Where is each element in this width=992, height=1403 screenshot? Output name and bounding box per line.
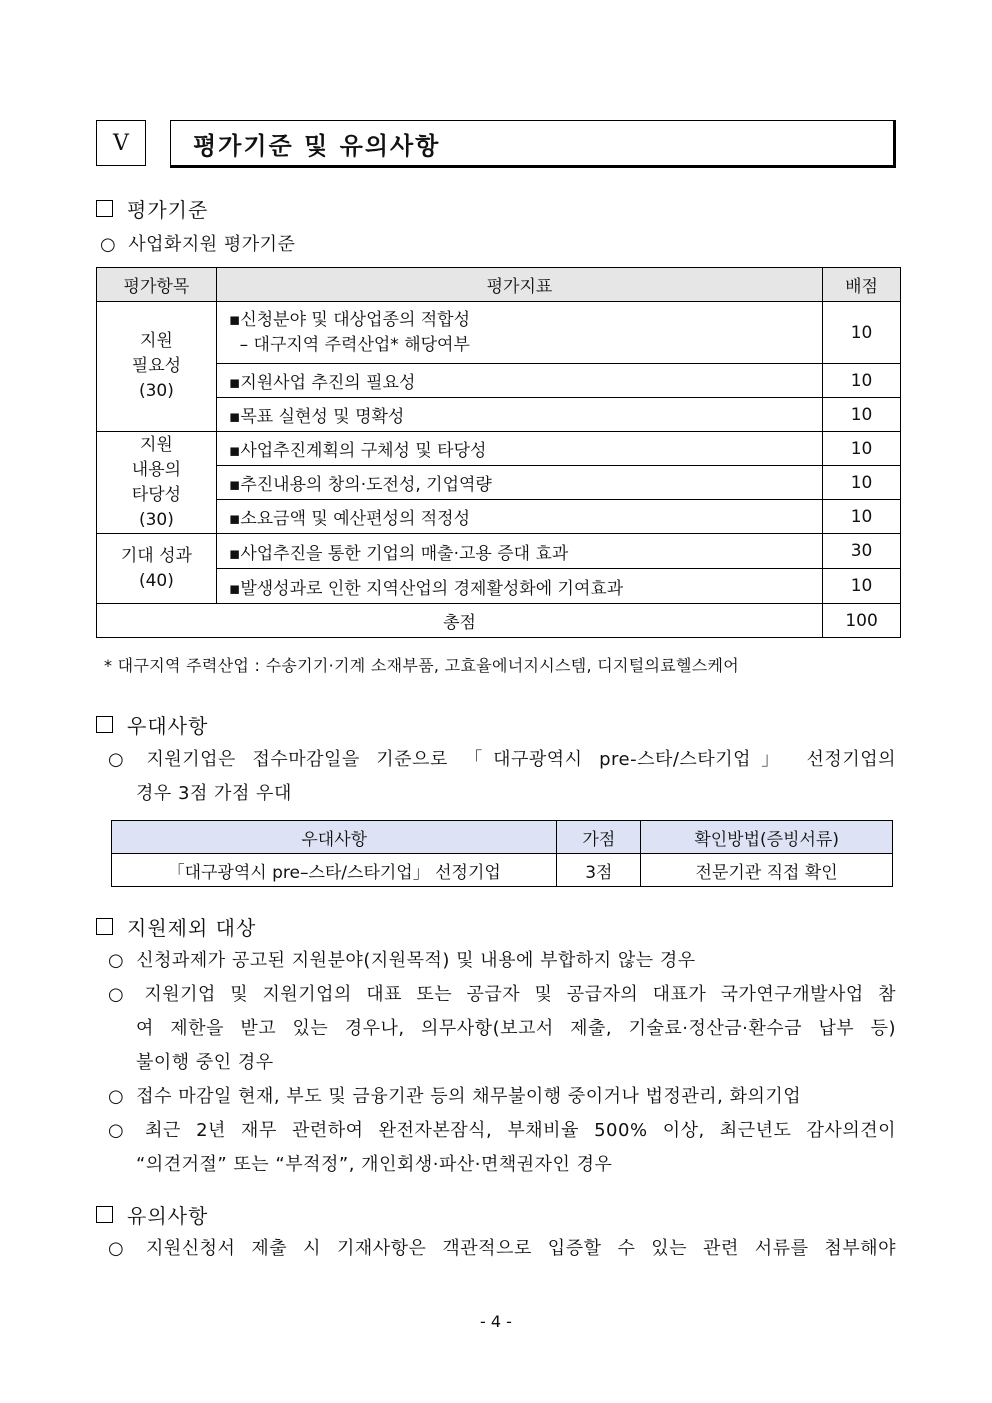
circle-bullet-icon: ○ — [108, 984, 133, 1005]
page-number: - 4 - — [480, 1312, 512, 1331]
eval-indicator: ▪사업추진을 통한 기업의 매출·고용 증대 효과 — [216, 534, 822, 569]
table-row — [97, 302, 901, 364]
circle-bullet-icon: ○ — [108, 1086, 125, 1107]
evaluation-table — [96, 267, 901, 638]
eval-indicator: ▪사업추진계획의 구체성 및 타당성 — [216, 432, 822, 466]
exclusion-list — [108, 944, 896, 1182]
list-item: ○ 지원기업 및 지원기업의 대표 또는 공급자 및 공급자의 대표가 국가연구개발사업 참 여 제한을 받고 있는 경우나, 의무사항(보고서 제출, 기술료·정산금·환수금 납부 등) 불이행 중인 경우 — [108, 984, 896, 1073]
circle-bullet-icon: ○ — [108, 1120, 134, 1141]
exclusion-heading — [96, 912, 256, 941]
exclusion-heading-text: 지원제외 대상 — [127, 916, 257, 940]
eval-indicator: ▪신청분야 및 대상업종의 적합성 – 대구지역 주력산업* 해당여부 — [216, 302, 822, 364]
circle-bullet-icon: ○ — [100, 234, 117, 255]
eval-score: 10 — [823, 432, 901, 466]
pref-header-item: 우대사항 — [112, 821, 557, 854]
pref-cell-method: 전문기관 직접 확인 — [641, 854, 893, 887]
pref-cell-points: 3점 — [557, 854, 641, 887]
circle-bullet-icon: ○ — [108, 1238, 134, 1259]
eval-header-category: 평가항목 — [97, 268, 217, 302]
eval-table-header — [97, 268, 901, 302]
eval-indicator: ▪추진내용의 창의·도전성, 기업역량 — [216, 466, 822, 500]
notice-heading-text: 유의사항 — [127, 1204, 209, 1228]
table-row — [97, 534, 901, 569]
preference-table — [111, 820, 893, 887]
list-item: ○ 접수 마감일 현재, 부도 및 금융기관 등의 채무불이행 중이거나 법정관리, 화의기업 — [108, 1086, 802, 1107]
eval-header-indicator: 평가지표 — [216, 268, 822, 302]
list-item: ○ 지원신청서 제출 시 기재사항은 객관적으로 입증할 수 있는 관련 서류를 첨부해야 — [108, 1238, 896, 1259]
pref-heading-text: 우대사항 — [127, 714, 209, 738]
circle-bullet-icon: ○ — [108, 950, 125, 971]
eval-total-score: 100 — [823, 604, 901, 638]
pref-cell-item: 「대구광역시 pre–스타/스타기업」 선정기업 — [112, 854, 557, 887]
table-row — [112, 854, 893, 887]
pref-line-2: 경우 3점 가점 우대 — [136, 783, 292, 804]
eval-heading-text: 평가기준 — [127, 198, 209, 222]
pref-heading — [96, 710, 208, 739]
eval-indicator: ▪소요금액 및 예산편성의 적정성 — [216, 500, 822, 534]
eval-subheading — [100, 230, 295, 256]
notice-list — [108, 1232, 896, 1266]
eval-indicator: ▪목표 실현성 및 명확성 — [216, 398, 822, 432]
circle-bullet-icon: ○ — [108, 749, 135, 770]
eval-heading — [96, 194, 208, 223]
section-number-box — [96, 120, 146, 166]
section-title-box — [170, 120, 896, 168]
eval-category-need: 지원 필요성 (30) — [97, 302, 217, 432]
section-number: Ⅴ — [113, 130, 129, 156]
eval-header-score: 배점 — [823, 268, 901, 302]
pref-header-method: 확인방법(증빙서류) — [641, 821, 893, 854]
table-row — [97, 398, 901, 432]
eval-score: 10 — [823, 466, 901, 500]
table-row — [97, 364, 901, 398]
eval-score: 10 — [823, 500, 901, 534]
eval-category-validity: 지원 내용의 타당성 (30) — [97, 432, 217, 534]
table-row — [97, 569, 901, 604]
eval-indicator: ▪지원사업 추진의 필요성 — [216, 364, 822, 398]
eval-category-outcome: 기대 성과 (40) — [97, 534, 217, 604]
pref-paragraph — [108, 743, 896, 811]
pref-table-header — [112, 821, 893, 854]
square-bullet-icon — [96, 1206, 113, 1223]
pref-header-points: 가점 — [557, 821, 641, 854]
eval-indicator: ▪발생성과로 인한 지역산업의 경제활성화에 기여효과 — [216, 569, 822, 604]
eval-score: 10 — [823, 364, 901, 398]
eval-score: 10 — [823, 569, 901, 604]
table-row — [97, 466, 901, 500]
table-row — [97, 432, 901, 466]
list-item: ○ 최근 2년 재무 관련하여 완전자본잠식, 부채비율 500% 이상, 최근년도 감사의견이 “의견거절” 또는 “부적정”, 개인회생·파산·면책권자인 경우 — [108, 1120, 896, 1175]
footnote: * 대구지역 주력산업 : 수송기기·기계 소재부품, 고효율에너지시스템, 디지털의료헬스케어 — [104, 656, 740, 675]
eval-total-label: 총점 — [97, 604, 823, 638]
eval-total-row — [97, 604, 901, 638]
eval-score: 30 — [823, 534, 901, 569]
list-item: ○ 신청과제가 공고된 지원분야(지원목적) 및 내용에 부합하지 않는 경우 — [108, 950, 696, 971]
eval-subheading-text: 사업화지원 평가기준 — [128, 234, 296, 255]
eval-score: 10 — [823, 398, 901, 432]
square-bullet-icon — [96, 200, 113, 217]
square-bullet-icon — [96, 918, 113, 935]
section-title: 평가기준 및 유의사항 — [193, 131, 441, 160]
eval-score: 10 — [823, 302, 901, 364]
notice-heading — [96, 1200, 208, 1229]
table-row — [97, 500, 901, 534]
pref-line-1: ○ 지원기업은 접수마감일을 기준으로 「대구광역시 pre-스타/스타기업」 선정기업의 — [108, 749, 896, 770]
square-bullet-icon — [96, 716, 113, 733]
